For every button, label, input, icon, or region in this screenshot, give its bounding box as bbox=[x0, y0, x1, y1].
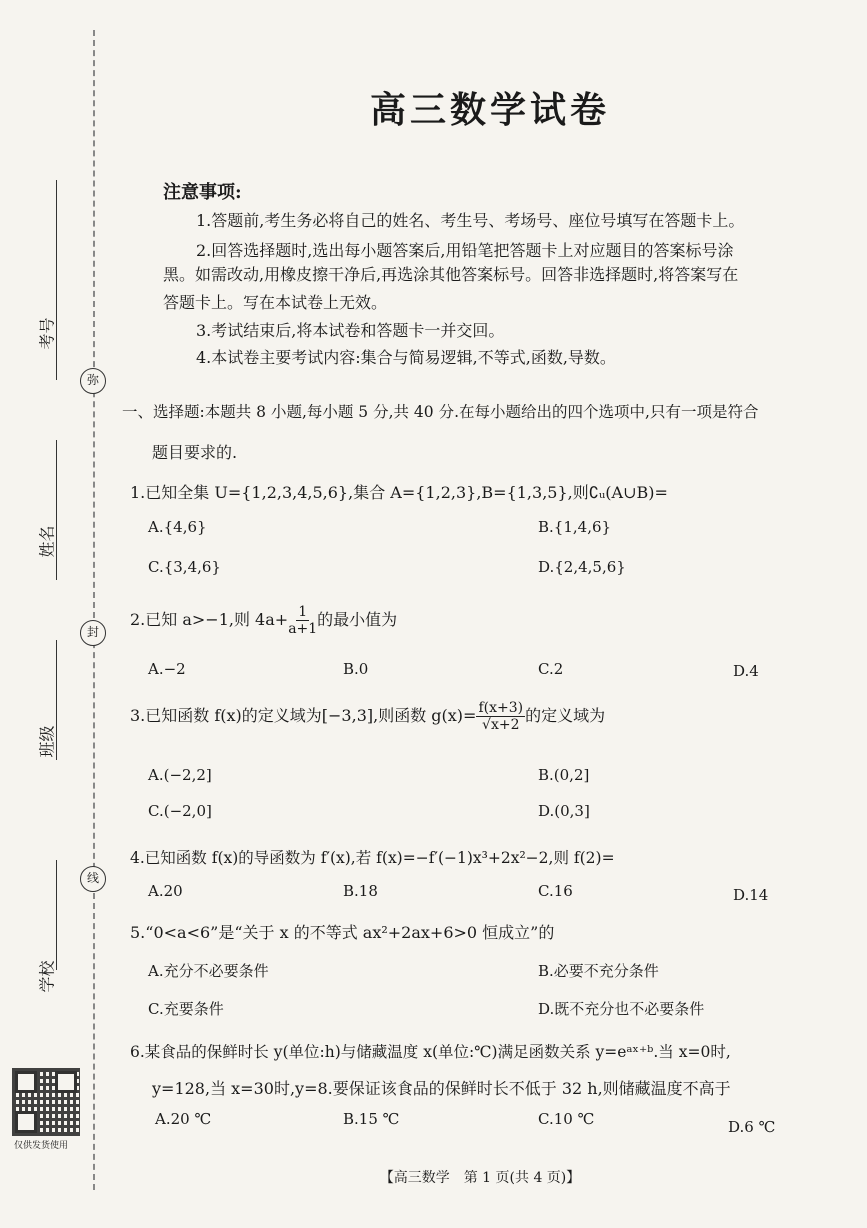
question-3-stem bbox=[130, 700, 605, 733]
q3-option-a: A.(−2,2] bbox=[148, 766, 212, 784]
q3-frac-num: f(x+3) bbox=[478, 700, 524, 716]
q2-option-c: C.2 bbox=[538, 660, 564, 678]
question-6-stem: 6.某食品的保鲜时长 y(单位:h)与储藏温度 x(单位:℃)满足函数关系 y=eᵃˣ⁺ᵇ.当 x=0时, bbox=[130, 1043, 731, 1061]
q1-option-b: B.{1,4,6} bbox=[538, 518, 612, 536]
class-label: 班级 bbox=[37, 725, 57, 758]
q1-option-a: A.{4,6} bbox=[148, 518, 207, 536]
q6-option-d: D.6 ℃ bbox=[728, 1118, 776, 1136]
notice-line-4: 答题卡上。写在本试卷上无效。 bbox=[163, 293, 388, 312]
section-heading: 一、选择题:本题共 8 小题,每小题 5 分,共 40 分.在每小题给出的四个选项中,只有一项是符合 bbox=[122, 403, 759, 421]
notice-line-2: 2.回答选择题时,选出每小题答案后,用铅笔把答题卡上对应题目的答案标号涂 bbox=[196, 241, 734, 260]
notice-heading: 注意事项: bbox=[163, 182, 242, 203]
q3-fraction bbox=[476, 700, 525, 733]
q4-option-d: D.14 bbox=[733, 886, 769, 904]
q6-option-c: C.10 ℃ bbox=[538, 1110, 595, 1128]
q5-option-c: C.充要条件 bbox=[148, 1000, 224, 1018]
fold-line bbox=[93, 30, 95, 1190]
q1-option-c: C.{3,4,6} bbox=[148, 558, 221, 576]
q3-option-d: D.(0,3] bbox=[538, 802, 590, 820]
q5-option-d: D.既不充分也不必要条件 bbox=[538, 1000, 705, 1018]
page-title: 高三数学试卷 bbox=[369, 89, 610, 131]
q4-option-a: A.20 bbox=[148, 882, 183, 900]
page-footer: 【高三数学 第 1 页(共 4 页)】 bbox=[379, 1170, 581, 1186]
school-label: 学校 bbox=[37, 960, 57, 993]
q2-option-a: A.−2 bbox=[148, 660, 186, 678]
q5-option-a: A.充分不必要条件 bbox=[148, 962, 269, 980]
question-5-stem: 5.“0<a<6”是“关于 x 的不等式 ax²+2ax+6>0 恒成立”的 bbox=[130, 923, 555, 942]
qr-label: 仅供发货使用 bbox=[14, 1141, 69, 1151]
name-line bbox=[56, 440, 57, 580]
q2-option-d: D.4 bbox=[733, 662, 759, 680]
q3-frac-den: √x+2 bbox=[482, 717, 520, 733]
q5-option-b: B.必要不充分条件 bbox=[538, 962, 659, 980]
q2-fraction bbox=[288, 604, 317, 637]
q4-option-c: C.16 bbox=[538, 882, 573, 900]
notice-line-3: 黑。如需改动,用橡皮擦干净后,再选涂其他答案标号。回答非选择题时,将答案写在 bbox=[163, 265, 739, 284]
q6-option-b: B.15 ℃ bbox=[343, 1110, 400, 1128]
exam-number-label: 考号 bbox=[37, 317, 57, 350]
exam-number-line bbox=[56, 180, 57, 380]
section-heading-cont: 题目要求的. bbox=[152, 443, 238, 462]
q2-stem-pre: 2.已知 a>−1,则 4a+ bbox=[130, 610, 289, 629]
notice-line-6: 4.本试卷主要考试内容:集合与简易逻辑,不等式,函数,导数。 bbox=[196, 348, 616, 367]
question-1-stem: 1.已知全集 U={1,2,3,4,5,6},集合 A={1,2,3},B={1,3,5},则∁ᵤ(A∪B)= bbox=[130, 483, 668, 502]
question-6-stem-cont: y=128,当 x=30时,y=8.要保证该食品的保鲜时长不低于 32 h,则储藏温度不高于 bbox=[152, 1079, 731, 1098]
notice-line-5: 3.考试结束后,将本试卷和答题卡一并交回。 bbox=[196, 321, 505, 340]
seal-feng: 封 bbox=[80, 620, 106, 646]
seal-mi: 弥 bbox=[80, 368, 106, 394]
q2-frac-num: 1 bbox=[298, 604, 308, 620]
q6-option-a: A.20 ℃ bbox=[155, 1110, 212, 1128]
q1-option-d: D.{2,4,5,6} bbox=[538, 558, 626, 576]
q3-stem-post: 的定义域为 bbox=[525, 706, 606, 725]
q3-stem-pre: 3.已知函数 f(x)的定义域为[−3,3],则函数 g(x)= bbox=[130, 706, 477, 725]
notice-line-1: 1.答题前,考生务必将自己的姓名、考生号、考场号、座位号填写在答题卡上。 bbox=[196, 211, 745, 230]
seal-xian: 线 bbox=[80, 866, 106, 892]
question-4-stem: 4.已知函数 f(x)的导函数为 f′(x),若 f(x)=−f′(−1)x³+2x²−2,则 f(2)= bbox=[130, 849, 615, 867]
q3-option-b: B.(0,2] bbox=[538, 766, 590, 784]
school-line bbox=[56, 860, 57, 970]
question-2-stem bbox=[130, 604, 397, 637]
q2-frac-den: a+1 bbox=[288, 621, 318, 637]
q2-option-b: B.0 bbox=[343, 660, 369, 678]
name-label: 姓名 bbox=[37, 525, 57, 558]
qr-code-icon bbox=[12, 1068, 80, 1136]
q2-stem-post: 的最小值为 bbox=[317, 610, 398, 629]
q3-option-c: C.(−2,0] bbox=[148, 802, 212, 820]
q4-option-b: B.18 bbox=[343, 882, 378, 900]
